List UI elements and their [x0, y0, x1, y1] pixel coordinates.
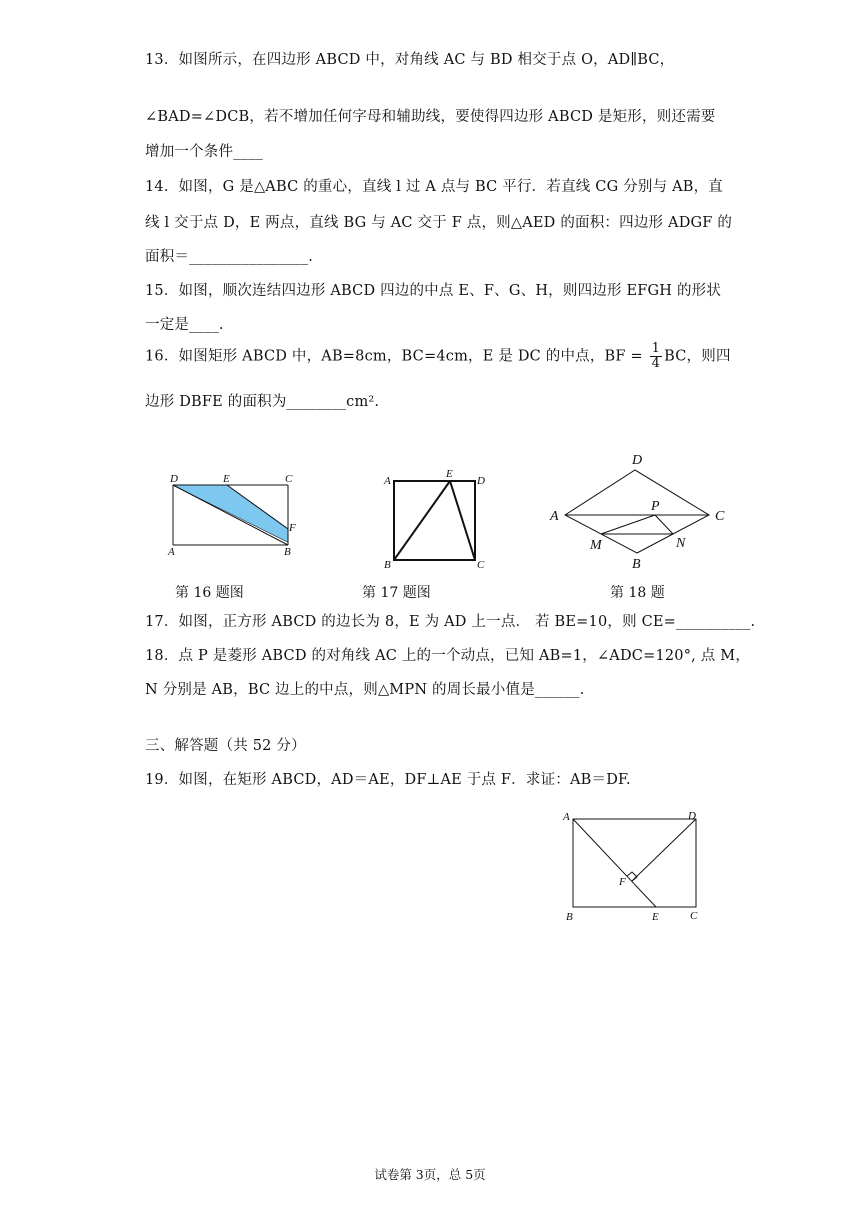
fraction-denominator: 4	[651, 356, 661, 371]
figure-18	[545, 450, 735, 575]
fig16-label-F: F	[289, 522, 296, 534]
figure-16	[160, 470, 310, 562]
fig16-label-A: A	[168, 546, 175, 558]
q18-line1: 18．点 P 是菱形 ABCD 的对角线 AC 上的一个动点，已知 AB=1，∠ADC=120°, 点 M，	[145, 648, 751, 664]
fig17-label-D: D	[477, 475, 485, 487]
figure-19	[560, 806, 710, 924]
caption-fig17: 第 17 题图	[362, 585, 431, 601]
fig19-label-A: A	[563, 811, 570, 823]
fig18-label-P: P	[651, 499, 660, 514]
q16-line2: 边形 DBFE 的面积为________cm².	[145, 394, 380, 410]
fig18-label-N: N	[676, 536, 686, 551]
q14-line1: 14．如图，G 是△ABC 的重心，直线 l 过 A 点与 BC 平行．若直线 CG 分别与 AB，直	[145, 179, 724, 195]
fraction-numerator: 1	[651, 341, 661, 356]
fig19-label-B: B	[566, 911, 573, 923]
fraction	[650, 342, 662, 371]
page-footer: 试卷第 3页，总 5页	[374, 1167, 486, 1182]
q13-line3: 增加一个条件____	[145, 144, 263, 160]
fig19-label-C: C	[690, 910, 698, 922]
fig18-label-M: M	[590, 538, 602, 553]
q14-line3: 面积＝________________.	[145, 249, 314, 265]
fig18-label-B: B	[632, 557, 641, 572]
q16-part1: 16．如图矩形 ABCD 中，AB=8cm，BC=4cm，E 是 DC 的中点，BF =	[145, 348, 648, 365]
q17-line: 17．如图，正方形 ABCD 的边长为 8，E 为 AD 上一点． 若 BE=10，则 CE=__________.	[145, 614, 756, 630]
fig19-label-E: E	[652, 911, 659, 923]
section-heading: 三、解答题（共 52 分）	[145, 738, 306, 754]
fig16-label-E: E	[223, 473, 230, 485]
fig16-label-C: C	[285, 473, 293, 485]
right-angle-mark	[627, 872, 637, 881]
fig18-label-D: D	[632, 453, 643, 468]
q13-line1: 13．如图所示，在四边形 ABCD 中，对角线 AC 与 BD 相交于点 O，AD∥BC，	[145, 52, 675, 68]
caption-fig18: 第 18 题	[610, 585, 665, 601]
q16-part2: BC，则四	[664, 348, 731, 365]
fig17-label-E: E	[446, 468, 453, 480]
figure-17	[380, 466, 490, 572]
fig16-label-B: B	[284, 546, 291, 558]
fig17-label-C: C	[477, 559, 485, 571]
fig17-label-B: B	[384, 559, 391, 571]
q13-line2: ∠BAD=∠DCB，若不增加任何字母和辅助线，要使得四边形 ABCD 是矩形，则还需要	[145, 109, 716, 125]
q16-line1	[145, 342, 731, 371]
fig19-label-D: D	[688, 810, 696, 822]
fig19-label-F: F	[619, 876, 626, 888]
caption-fig16: 第 16 题图	[175, 585, 244, 601]
q15-line2: 一定是____.	[145, 317, 224, 333]
q15-line1: 15．如图，顺次连结四边形 ABCD 四边的中点 E、F、G、H，则四边形 EFGH 的形状	[145, 283, 722, 299]
fig16-label-D: D	[170, 473, 178, 485]
q19-line: 19．如图，在矩形 ABCD，AD＝AE，DF⊥AE 于点 F．求证：AB＝DF.	[145, 772, 631, 788]
fig18-label-C: C	[715, 509, 725, 524]
fig17-label-A: A	[384, 475, 391, 487]
q14-line2: 线 l 交于点 D，E 两点，直线 BG 与 AC 交于 F 点，则△AED 的面积：四边形 ADGF 的	[145, 215, 733, 231]
fig18-label-A: A	[550, 509, 559, 524]
q18-line2: N 分别是 AB，BC 边上的中点，则△MPN 的周长最小值是______.	[145, 682, 585, 698]
